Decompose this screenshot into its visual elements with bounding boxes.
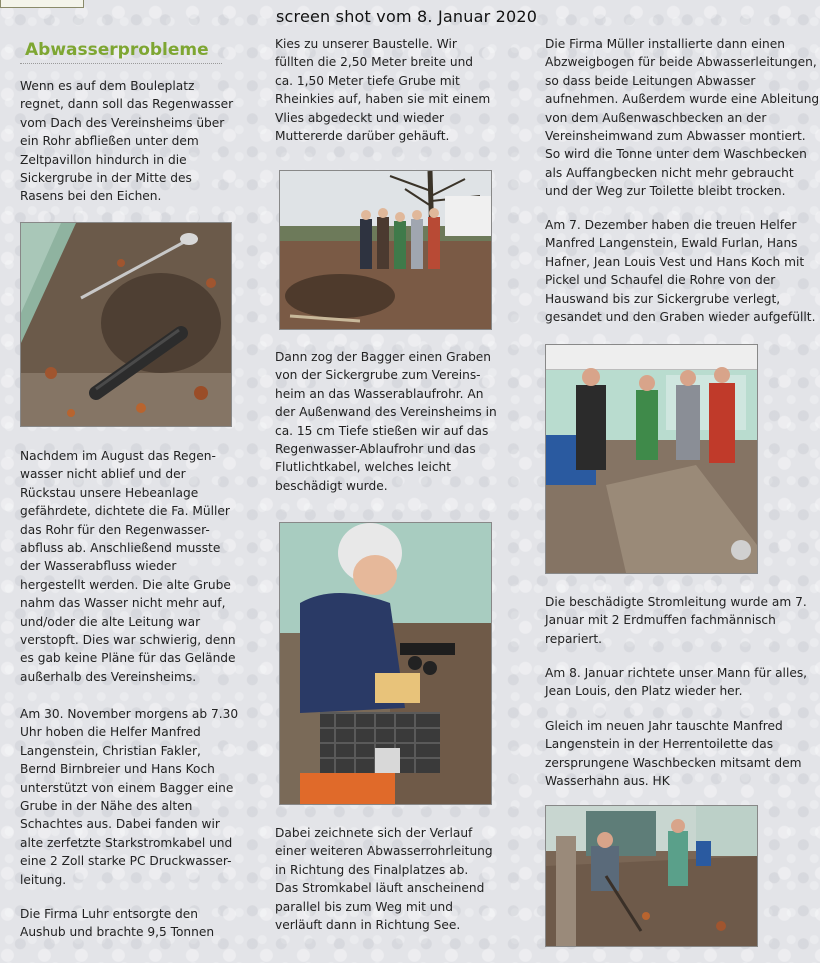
text-line: hergestellt werden. Die alte Grube [20,577,231,592]
col3-paragraph-1 [545,35,820,201]
text-line: verläuft dann in Richtung See. [275,918,461,933]
logo-fragment [0,0,84,8]
text-line: So wird die Tonne unter dem Waschbecken [545,147,807,162]
page-title: Abwasserprobleme [25,40,209,60]
col1-paragraph-3 [20,705,239,889]
text-line: Schachtes aus. Dabei fanden wir [20,817,220,832]
text-line: Muttererde darüber gehäuft. [275,129,450,144]
text-line: Langenstein in der Herrentoilette das [545,737,774,752]
text-line: von der Sickergrube zum Vereins- [275,368,481,383]
col3-paragraph-3 [545,593,815,648]
col3-paragraph-4 [545,664,815,701]
col1-paragraph-2 [20,447,235,686]
text-line: Uhr hoben die Helfer Manfred [20,725,201,740]
text-line: von dem Außenwaschbecken an der [545,110,767,125]
text-line: regnet, dann soll das Regenwasser [20,97,234,112]
text-line: Jean Louis, den Platz wieder her. [545,684,743,699]
text-line: Am 7. Dezember haben die treuen Helfer [545,218,797,232]
text-line: so dass beide Leitungen Abwasser [545,73,756,88]
text-line: der Außenwand des Vereinsheims in [275,405,497,420]
col3-paragraph-5 [545,717,815,791]
text-line: Flutlichtkabel, welches leicht [275,460,452,475]
photo-helpers-under-tent [545,344,758,574]
text-line: abfluss ab. Anschließend musste [20,541,221,556]
text-line: das Rohr für den Regenwasser- [20,522,210,537]
text-line: aufnehmen. Außerdem wurde eine Ableitung [545,92,820,107]
text-line: zersprungene Waschbecken mitsamt dem [545,755,802,770]
screenshot-date-banner: screen shot vom 8. Januar 2020 [276,7,538,26]
text-line: Vlies abgedeckt und wieder [275,110,445,125]
text-line: Langenstein, Christian Fakler, [20,743,201,758]
text-line: Wenn es auf dem Bouleplatz [20,79,195,93]
text-line: und/oder die alte Leitung war [20,614,201,629]
text-line: Die Firma Luhr entsorgte den [20,907,199,921]
text-line: repariert. [545,631,603,646]
text-line: Januar mit 2 Erdmuffen fachmännisch [545,613,776,628]
col1-paragraph-4 [20,905,235,942]
photo-raking-soil [545,805,758,947]
photo-excavated-pipe [20,222,232,427]
text-line: Vereinsheimwand zum Abwasser montiert. [545,129,806,144]
text-line: als Auffangbecken nicht mehr gebraucht [545,165,794,180]
text-line: alte zerfetzte Starkstromkabel und [20,835,233,850]
text-line: beschädigt wurde. [275,478,388,493]
text-line: Bernd Birnbreier und Hans Koch [20,762,215,777]
text-line: Gleich im neuen Jahr tauschte Manfred [545,719,783,733]
photo-group-at-pit [279,170,492,330]
text-line: verstopft. Dies war schwierig, denn [20,633,236,648]
text-line: Rheinkies auf, haben sie mit einem [275,92,491,107]
text-line: füllten die 2,50 Meter breite und [275,55,474,70]
text-line: parallel bis zum Weg mit und [275,899,453,914]
col2-paragraph-3 [275,824,495,934]
col2-paragraph-2 [275,348,495,495]
text-line: eine 2 Zoll starke PC Druckwasser- [20,854,232,869]
text-line: wasser nicht ablief und der [20,467,186,482]
text-line: Manfred Langenstein, Ewald Furlan, Hans [545,236,798,251]
text-line: vom Dach des Vereinsheims über [20,115,225,130]
text-line: ca. 1,50 Meter tiefe Grube mit [275,73,460,88]
text-line: Rückstau unsere Hebeanlage [20,485,199,500]
text-line: und der Weg zur Toilette bleibt trocken. [545,184,786,199]
text-line: Hauswand bis zur Sickergrube verlegt, [545,291,781,306]
text-line: Nachdem im August das Regen- [20,449,216,463]
col2-paragraph-1 [275,35,495,145]
text-line: Sickergrube in der Mitte des [20,171,192,186]
text-line: ca. 15 cm Tiefe stießen wir auf das [275,423,489,438]
col3-paragraph-2 [545,216,815,326]
heading-divider [20,63,222,64]
text-line: Die beschädigte Stromleitung wurde am 7. [545,595,807,609]
text-line: Das Stromkabel läuft anscheinend [275,881,485,896]
text-line: gesandet und den Graben wieder aufgefüllt. [545,310,816,325]
photo-man-kneeling-at-pipes [279,522,492,805]
text-line: ein Rohr abfließen unter dem [20,134,199,149]
text-line: Regenwasser-Ablaufrohr und das [275,442,476,457]
text-line: Zeltpavillon hindurch in die [20,152,187,167]
text-line: Dabei zeichnete sich der Verlauf [275,826,473,840]
text-line: unterstützt von einem Bagger eine [20,780,234,795]
text-line: Rasens bei den Eichen. [20,189,162,204]
col1-paragraph-1 [20,77,234,206]
text-line: Grube in der Nähe des alten [20,799,193,814]
text-line: Dann zog der Bagger einen Graben [275,350,492,364]
text-line: Wasserhahn aus. HK [545,774,670,789]
text-line: nahm das Wasser nicht mehr auf, [20,596,226,611]
text-line: Am 8. Januar richtete unser Mann für alles, [545,666,808,680]
text-line: Hafner, Jean Louis Vest und Hans Koch mit [545,254,805,269]
text-line: in Richtung des Finalplatzes ab. [275,862,469,877]
text-line: Pickel und Schaufel die Rohre von der [545,273,776,288]
text-line: gefährdete, dichtete die Fa. Müller [20,504,230,519]
text-line: Die Firma Müller installierte dann einen [545,37,785,51]
text-line: leitung. [20,872,67,887]
text-line: einer weiteren Abwasserrohrleitung [275,844,493,859]
text-line: außerhalb des Vereinsheims. [20,669,197,684]
text-line: heim an das Wasserablaufrohr. An [275,386,484,401]
text-line: der Wasserabfluss wieder [20,559,177,574]
text-line: Aushub und brachte 9,5 Tonnen [20,925,215,940]
text-line: Kies zu unserer Baustelle. Wir [275,37,457,51]
text-line: es gab keine Pläne für das Gelände [20,651,236,666]
text-line: Am 30. November morgens ab 7.30 [20,707,239,721]
text-line: Abzweigbogen für beide Abwasserleitungen, [545,55,817,70]
